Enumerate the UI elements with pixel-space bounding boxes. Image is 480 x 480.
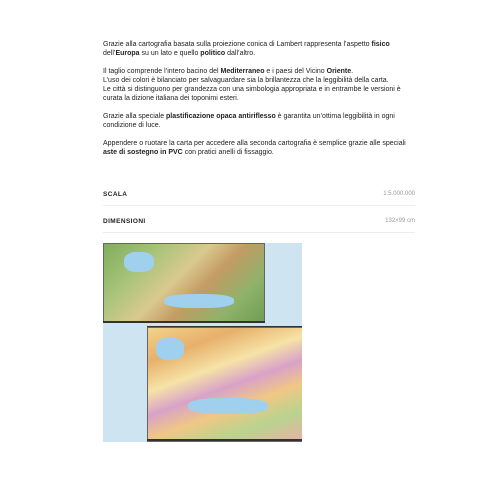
description-paragraph [103, 112, 415, 130]
bold-text: Europa [115, 50, 140, 57]
spec-row-scale [103, 183, 415, 206]
text: Grazie alla speciale [103, 113, 167, 120]
description-paragraph [103, 40, 415, 58]
bold-text: Mediterraneo [220, 68, 265, 75]
spec-row-dimensions [103, 210, 415, 233]
text: L’uso dei colori è bilanciato per salvaguardare sia la brillantezza che la leggibilità della carta. [103, 77, 389, 84]
map-rail [103, 321, 265, 323]
text: Le città si distinguono per grandezza con una simbologia appropriata e in entrambe le versioni è curata la dizione italiana dei toponimi esteri. [103, 86, 401, 102]
map-rail [147, 439, 302, 441]
text: e i paesi del Vicino [264, 68, 327, 75]
text: dall’altro. [225, 50, 256, 57]
text: . [351, 68, 354, 75]
description-paragraph [103, 67, 415, 103]
product-image [103, 243, 302, 442]
sea-shape [164, 294, 234, 308]
product-description [103, 40, 415, 157]
bold-text: plastificazione opaca antiriflesso [166, 113, 276, 120]
text: con pratici anelli di fissaggio. [182, 149, 274, 156]
physical-map-image [103, 243, 265, 323]
spec-table [103, 183, 415, 233]
bold-text: aste di sostegno in PVC [103, 149, 183, 156]
text: su un lato e quello [139, 50, 201, 57]
spec-label: SCALA [103, 190, 128, 198]
text: Grazie alla cartografia basata sulla proiezione conica di Lambert rappresenta l’aspetto [103, 41, 372, 48]
text: Il taglio comprende l’intero bacino del [103, 68, 221, 75]
sea-shape [124, 252, 154, 272]
description-paragraph [103, 139, 415, 157]
spec-label: DIMENSIONI [103, 217, 146, 225]
political-map-image [147, 327, 302, 442]
bold-text: politico [200, 50, 226, 57]
bold-text: Oriente [326, 68, 352, 75]
spec-value: 132×99 cm [385, 218, 415, 224]
spec-value: 1:5.000.000 [383, 191, 415, 197]
sea-shape [156, 338, 184, 360]
text: dell’ [103, 50, 116, 57]
text: è garantita un’ottima leggibilità in ogni condizione di luce. [103, 113, 395, 129]
bold-text: fisico [371, 41, 390, 48]
text: Appendere o ruotare la carta per accedere alla seconda cartografia è semplice grazie alle speciali [103, 140, 406, 147]
sea-shape [188, 398, 268, 414]
